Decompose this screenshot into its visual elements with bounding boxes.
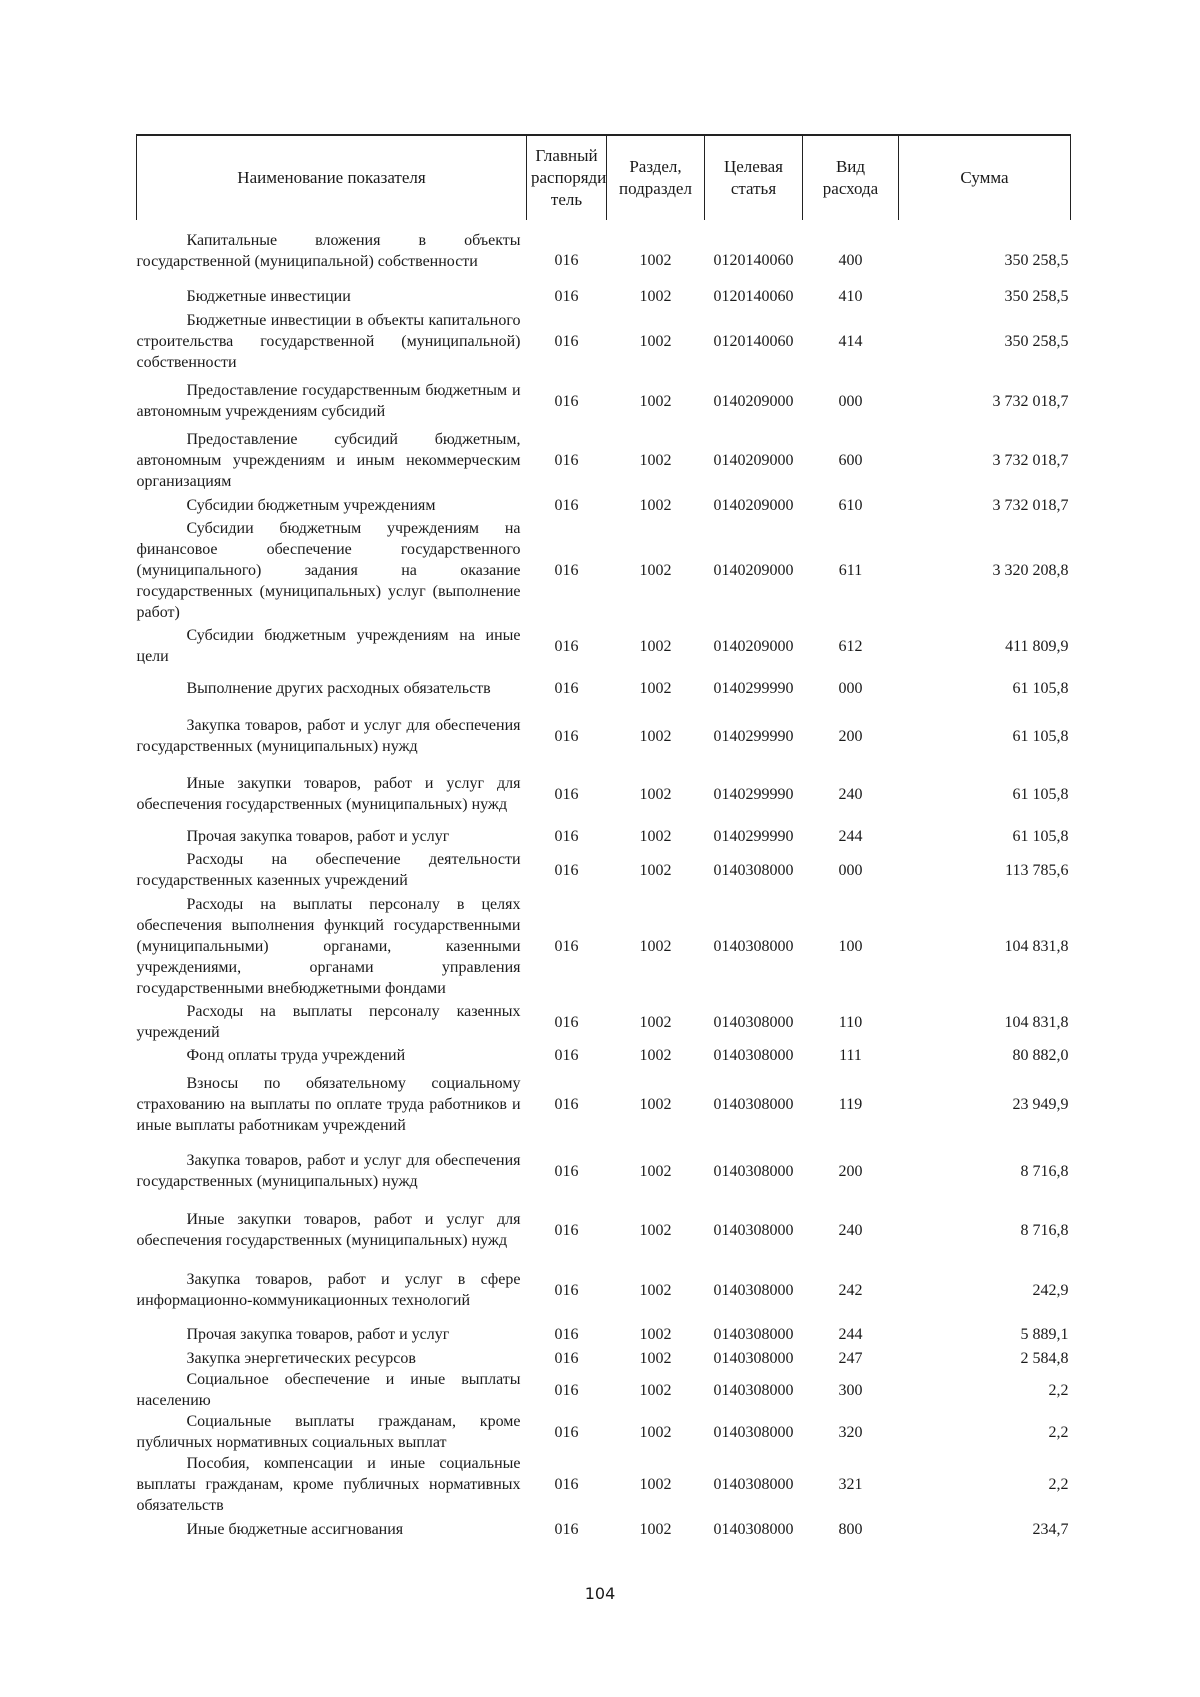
row-target: 0140209000: [713, 392, 794, 410]
row-name: Социальное обеспечение и иные выплаты населению: [136, 1371, 521, 1409]
row-manager: 016: [554, 1349, 579, 1367]
table-row: [137, 849, 1071, 891]
row-name: Закупка товаров, работ и услуг для обеспечения государственных (муниципальных) нужд: [136, 717, 521, 755]
row-manager: 016: [554, 333, 579, 350]
header-sum: Сумма: [899, 135, 1071, 220]
table-row: [137, 765, 1071, 823]
budget-table-page: [136, 134, 1070, 1542]
row-section: 1002: [639, 1520, 672, 1538]
row-section: 1002: [639, 637, 672, 655]
row-target: 0140209000: [713, 637, 794, 655]
row-name: Выполнение других расходных обязательств: [186, 679, 491, 697]
row-name: Субсидии бюджетным учреждениям на финансовое обеспечение государственного (муниципального) задания на оказание государственных (муниципальных) услуг (выполнение работ): [136, 520, 521, 621]
row-manager: 016: [554, 1095, 579, 1113]
row-expense-type: 244: [838, 1325, 863, 1343]
row-name: Пособия, компенсации и иные социальные выплаты гражданам, кроме публичных нормативных обязательств: [136, 1455, 521, 1514]
row-section: 1002: [639, 1476, 672, 1493]
row-sum: 2,2: [1048, 1423, 1069, 1441]
row-target: 0140308000: [713, 1162, 794, 1180]
row-section: 1002: [639, 392, 672, 410]
table-row: [137, 282, 1071, 310]
table-body: [137, 220, 1071, 1542]
row-sum: 350 258,5: [1004, 251, 1069, 269]
header-name: Наименование показателя: [137, 135, 527, 220]
row-manager: 016: [554, 1520, 579, 1538]
row-target: 0140308000: [713, 1423, 794, 1441]
row-section: 1002: [639, 562, 672, 579]
row-sum: 61 105,8: [1012, 727, 1069, 745]
row-name: Закупка энергетических ресурсов: [186, 1349, 416, 1367]
row-sum: 80 882,0: [1012, 1046, 1069, 1064]
row-manager: 016: [554, 827, 579, 845]
row-name: Прочая закупка товаров, работ и услуг: [186, 827, 450, 845]
row-expense-type: 610: [838, 496, 863, 514]
row-expense-type: 300: [838, 1381, 863, 1399]
table-row: [137, 891, 1071, 1001]
row-target: 0140308000: [713, 1095, 794, 1113]
row-sum: 242,9: [1032, 1281, 1069, 1299]
row-sum: 113 785,6: [1005, 861, 1069, 879]
row-section: 1002: [639, 452, 672, 469]
row-name: Субсидии бюджетным учреждениям: [186, 496, 436, 514]
row-section: 1002: [639, 496, 672, 514]
row-name: Иные бюджетные ассигнования: [186, 1520, 404, 1538]
row-target: 0140308000: [713, 1349, 794, 1367]
row-name: Расходы на обеспечение деятельности государственных казенных учреждений: [136, 851, 521, 889]
row-expense-type: 111: [839, 1046, 862, 1064]
table-row: [137, 492, 1071, 518]
table-row: [137, 707, 1071, 765]
row-name: Бюджетные инвестиции в объекты капитального строительства государственной (муниципальной) собственности: [136, 312, 521, 371]
row-expense-type: 400: [838, 251, 863, 269]
row-sum: 5 889,1: [1020, 1325, 1069, 1343]
row-target: 0140308000: [713, 861, 794, 879]
row-sum: 3 732 018,7: [992, 496, 1069, 514]
row-section: 1002: [639, 1349, 672, 1367]
row-target: 0140299990: [713, 785, 794, 803]
row-section: 1002: [639, 1381, 672, 1399]
row-section: 1002: [639, 679, 672, 697]
table-row: [137, 1259, 1071, 1321]
row-section: 1002: [639, 1325, 672, 1343]
row-sum: 2,2: [1048, 1381, 1069, 1399]
row-name: Иные закупки товаров, работ и услуг для обеспечения государственных (муниципальных) нужд: [136, 775, 521, 813]
row-expense-type: 321: [838, 1476, 863, 1493]
row-target: 0120140060: [713, 333, 794, 350]
table-row: [137, 623, 1071, 669]
table-row: [137, 1201, 1071, 1259]
row-expense-type: 100: [838, 937, 863, 955]
row-expense-type: 410: [838, 287, 863, 305]
row-manager: 016: [554, 251, 579, 269]
row-target: 0140308000: [713, 1476, 794, 1493]
row-target: 0140308000: [713, 937, 794, 955]
table-row: [137, 1321, 1071, 1347]
table-row: [137, 1001, 1071, 1043]
table-row: [137, 1453, 1071, 1516]
row-target: 0140308000: [713, 1520, 794, 1538]
row-name: Предоставление субсидий бюджетным, автономным учреждениям и иным некоммерческим организациям: [136, 431, 521, 490]
row-expense-type: 247: [838, 1349, 863, 1367]
row-manager: 016: [554, 1423, 579, 1441]
row-section: 1002: [639, 333, 672, 350]
row-sum: 411 809,9: [1005, 637, 1069, 655]
row-expense-type: 612: [838, 637, 863, 655]
row-target: 0140209000: [713, 496, 794, 514]
row-expense-type: 240: [838, 785, 863, 803]
row-section: 1002: [639, 861, 672, 879]
row-expense-type: 244: [838, 827, 863, 845]
table-row: [137, 1347, 1071, 1369]
row-target: 0140308000: [713, 1381, 794, 1399]
table-header: [137, 135, 1071, 220]
table-row: [137, 373, 1071, 429]
row-expense-type: 000: [838, 679, 863, 697]
row-section: 1002: [639, 1221, 672, 1239]
header-manager: Главный распоряди тель: [527, 135, 607, 220]
row-target: 0120140060: [713, 251, 794, 269]
row-name: Закупка товаров, работ и услуг в сфере информационно-коммуникационных технологий: [136, 1271, 521, 1309]
row-sum: 3 732 018,7: [992, 452, 1069, 469]
row-manager: 016: [554, 637, 579, 655]
row-section: 1002: [639, 1162, 672, 1180]
budget-table: [136, 134, 1071, 1542]
row-manager: 016: [554, 1162, 579, 1180]
row-section: 1002: [639, 1046, 672, 1064]
row-expense-type: 200: [838, 1162, 863, 1180]
row-sum: 2 584,8: [1020, 1349, 1069, 1367]
row-expense-type: 119: [838, 1095, 863, 1113]
page-number: 104: [584, 1584, 616, 1603]
table-row: [137, 669, 1071, 707]
row-manager: 016: [554, 727, 579, 745]
row-manager: 016: [554, 861, 579, 879]
row-manager: 016: [554, 1381, 579, 1399]
row-expense-type: 320: [838, 1423, 863, 1441]
row-sum: 61 105,8: [1012, 679, 1069, 697]
row-sum: 8 716,8: [1020, 1162, 1069, 1180]
row-target: 0140308000: [713, 1325, 794, 1343]
row-expense-type: 800: [838, 1520, 863, 1538]
row-section: 1002: [639, 1423, 672, 1441]
row-sum: 61 105,8: [1012, 827, 1069, 845]
row-manager: 016: [554, 287, 579, 305]
row-sum: 23 949,9: [1012, 1095, 1069, 1113]
row-expense-type: 200: [838, 727, 863, 745]
row-manager: 016: [554, 937, 579, 955]
row-target: 0140308000: [713, 1281, 794, 1299]
row-sum: 350 258,5: [1004, 287, 1069, 305]
row-target: 0140308000: [713, 1013, 794, 1031]
row-name: Предоставление государственным бюджетным и автономным учреждениям субсидий: [136, 382, 521, 420]
table-row: [137, 518, 1071, 623]
row-target: 0140299990: [713, 679, 794, 697]
row-manager: 016: [554, 392, 579, 410]
row-manager: 016: [554, 496, 579, 514]
row-manager: 016: [554, 1325, 579, 1343]
table-row: [137, 1369, 1071, 1411]
row-target: 0120140060: [713, 287, 794, 305]
table-row: [137, 1067, 1071, 1141]
table-row: [137, 1141, 1071, 1201]
row-manager: 016: [554, 1013, 579, 1031]
row-manager: 016: [554, 1476, 579, 1493]
row-section: 1002: [639, 785, 672, 803]
row-sum: 234,7: [1032, 1520, 1069, 1538]
row-section: 1002: [639, 727, 672, 745]
table-row: [137, 823, 1071, 849]
row-target: 0140299990: [713, 827, 794, 845]
row-target: 0140209000: [713, 452, 794, 469]
row-manager: 016: [554, 452, 579, 469]
row-sum: 3 732 018,7: [992, 392, 1069, 410]
row-sum: 8 716,8: [1020, 1221, 1069, 1239]
table-row: [137, 1411, 1071, 1453]
row-section: 1002: [639, 827, 672, 845]
row-manager: 016: [554, 1046, 579, 1064]
row-sum: 3 320 208,8: [992, 562, 1069, 579]
row-name: Бюджетные инвестиции: [186, 287, 351, 305]
row-manager: 016: [554, 785, 579, 803]
row-section: 1002: [639, 287, 672, 305]
header-expense-type: Вид расхода: [803, 135, 899, 220]
row-section: 1002: [639, 1013, 672, 1031]
row-manager: 016: [554, 1221, 579, 1239]
row-target: 0140209000: [713, 562, 794, 579]
row-name: Расходы на выплаты персоналу казенных учреждений: [136, 1003, 521, 1041]
row-sum: 61 105,8: [1012, 785, 1069, 803]
row-name: Капитальные вложения в объекты государственной (муниципальной) собственности: [136, 232, 521, 270]
row-name: Иные закупки товаров, работ и услуг для обеспечения государственных (муниципальных) нужд: [136, 1211, 521, 1249]
row-section: 1002: [639, 1281, 672, 1299]
row-manager: 016: [554, 679, 579, 697]
header-target: Целевая статья: [705, 135, 803, 220]
row-expense-type: 600: [838, 452, 863, 469]
row-expense-type: 240: [838, 1221, 863, 1239]
row-name: Субсидии бюджетным учреждениям на иные цели: [136, 627, 521, 665]
row-manager: 016: [554, 1281, 579, 1299]
row-sum: 104 831,8: [1004, 1013, 1069, 1031]
row-name: Фонд оплаты труда учреждений: [186, 1046, 406, 1064]
table-row: [137, 220, 1071, 282]
row-sum: 104 831,8: [1004, 937, 1069, 955]
table-row: [137, 1043, 1071, 1067]
row-target: 0140299990: [713, 727, 794, 745]
row-expense-type: 414: [838, 333, 863, 350]
row-expense-type: 110: [838, 1013, 863, 1031]
row-manager: 016: [554, 562, 579, 579]
row-section: 1002: [639, 251, 672, 269]
table-row: [137, 429, 1071, 492]
row-name: Взносы по обязательному социальному страхованию на выплаты по оплате труда работников и иные выплаты работникам учреждений: [136, 1074, 521, 1134]
row-sum: 2,2: [1048, 1476, 1069, 1493]
row-name: Социальные выплаты гражданам, кроме публичных нормативных социальных выплат: [136, 1413, 521, 1451]
table-row: [137, 1516, 1071, 1542]
row-sum: 350 258,5: [1004, 333, 1069, 350]
row-expense-type: 242: [838, 1281, 863, 1299]
header-section: Раздел, подраздел: [607, 135, 705, 220]
row-expense-type: 000: [838, 861, 863, 879]
row-section: 1002: [639, 937, 672, 955]
row-target: 0140308000: [713, 1221, 794, 1239]
row-name: Закупка товаров, работ и услуг для обеспечения государственных (муниципальных) нужд: [136, 1152, 521, 1190]
row-target: 0140308000: [713, 1046, 794, 1064]
row-expense-type: 611: [838, 562, 863, 579]
row-expense-type: 000: [838, 392, 863, 410]
row-name: Расходы на выплаты персоналу в целях обеспечения выполнения функций государственными (муниципальными) органами, казенными учреждениями, органами управления государственными внебюджетными фондами: [136, 895, 521, 997]
table-row: [137, 310, 1071, 373]
row-name: Прочая закупка товаров, работ и услуг: [186, 1325, 450, 1343]
row-section: 1002: [639, 1095, 672, 1113]
